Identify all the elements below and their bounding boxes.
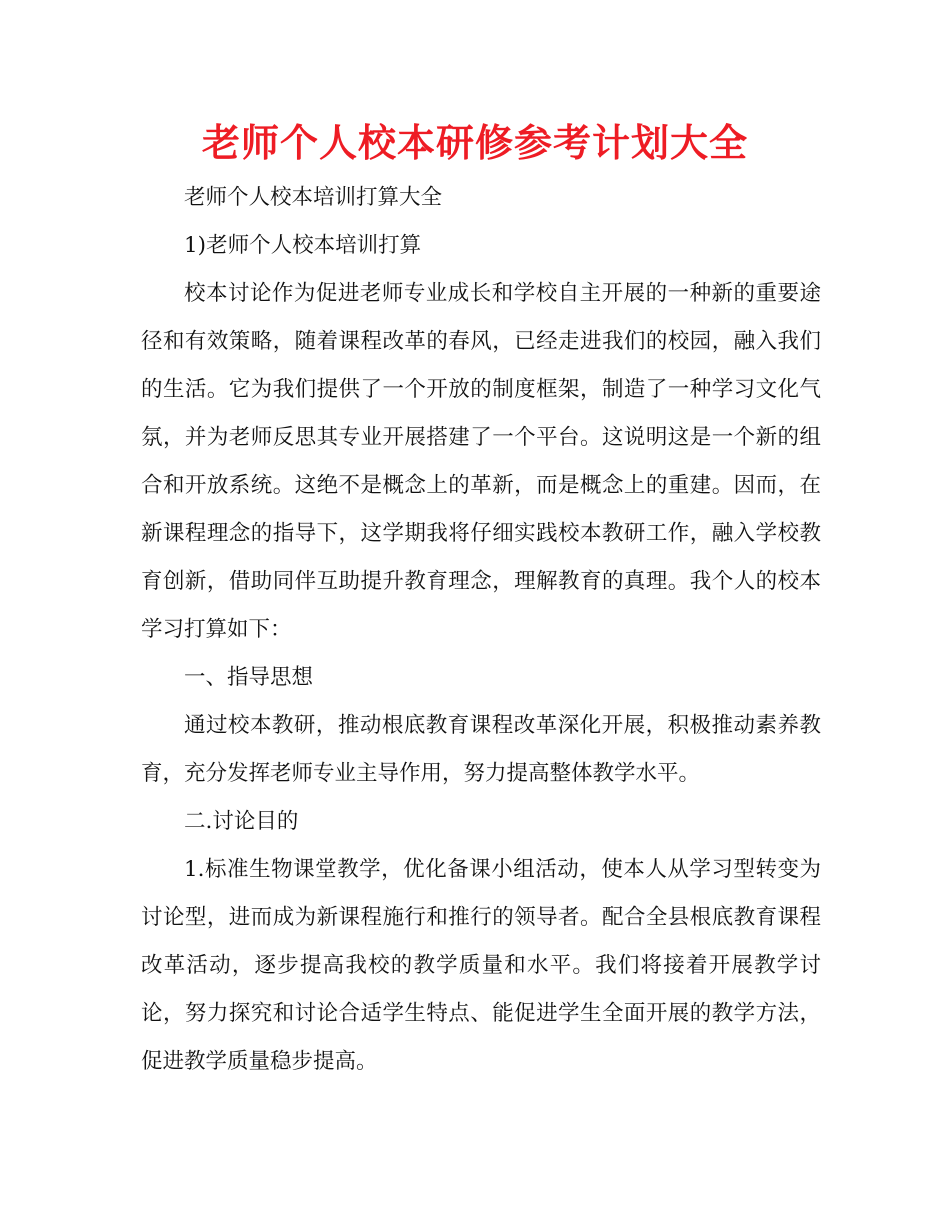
document-title: 老师个人校本研修参考计划大全 bbox=[201, 120, 748, 165]
paragraph-research-purpose-1: 1.标准生物课堂教学，优化备课小组活动，使本人从学习型转变为讨论型，进而成为新课程施行和推行的领导者。配合全县根底教育课程改革活动，逐步提高我校的教学质量和水平。我们将接着开展教学讨论，努力探究和讨论合适学生特点、能促进学生全面开展的教学方法，促进教学质量稳步提高。 bbox=[141, 857, 821, 1074]
heading-guiding-ideology: 一、指导思想 bbox=[184, 665, 314, 690]
document-body bbox=[141, 174, 821, 1086]
heading-research-purpose: 二.讨论目的 bbox=[184, 809, 299, 834]
paragraph-section-heading: 1)老师个人校本培训打算 bbox=[184, 233, 422, 258]
paragraph-subtitle: 老师个人校本培训打算大全 bbox=[184, 185, 443, 210]
paragraph-introduction: 校本讨论作为促进老师专业成长和学校自主开展的一种新的重要途径和有效策略，随着课程改革的春风，已经走进我们的校园，融入我们的生活。它为我们提供了一个开放的制度框架，制造了一种学习文化气氛，并为老师反思其专业开展搭建了一个平台。这说明这是一个新的组合和开放系统。这绝不是概念上的革新，而是概念上的重建。因而，在新课程理念的指导下，这学期我将仔细实践校本教研工作，融入学校教育创新，借助同伴互助提升教育理念，理解教育的真理。我个人的校本学习打算如下： bbox=[141, 281, 821, 642]
paragraph-guiding-ideology: 通过校本教研，推动根底教育课程改革深化开展，积极推动素养教育，充分发挥老师专业主导作用，努力提高整体教学水平。 bbox=[141, 713, 821, 786]
